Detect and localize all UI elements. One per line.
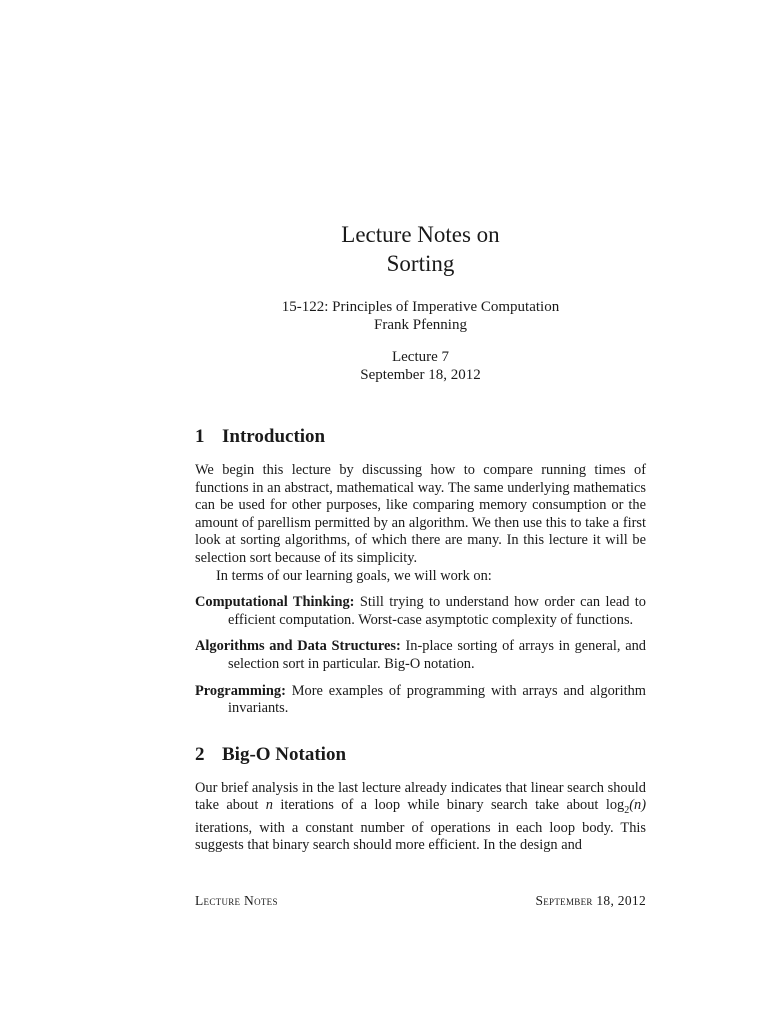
section-2-number: 2 — [195, 743, 205, 765]
section-1-number: 1 — [195, 426, 205, 447]
section-1-paragraph-2: In terms of our learning goals, we will work on: — [216, 567, 492, 584]
section-2-title: Big-O Notation — [222, 743, 347, 765]
goal-label: Computational Thinking: — [195, 594, 355, 611]
section-2-text-c: iterations, with a constant number of operations in each loop body. This suggests that binary search should more efficient. In the design and — [195, 819, 646, 854]
section-1-heading — [195, 426, 646, 448]
goal-text: Still trying to understand how order can lead to efficient computation. Worst-case asymptotic complexity of functions. — [228, 594, 647, 628]
goal-text: More examples of programming with arrays and algorithm invariants. — [228, 682, 646, 717]
goal-item — [195, 594, 646, 629]
goal-label: Algorithms and Data Structures: — [195, 638, 401, 655]
goal-item — [195, 638, 646, 673]
footer-left: Lecture Notes — [195, 893, 278, 908]
lecture-date: September 18, 2012 — [360, 367, 481, 383]
title-line-2: Sorting — [386, 251, 455, 276]
lecture-number: Lecture 7 — [391, 349, 450, 365]
footer-right: September 18, 2012 — [535, 893, 646, 908]
title-block — [195, 220, 646, 384]
math-log: log — [605, 797, 625, 814]
title-line-1: Lecture Notes on — [341, 222, 500, 247]
goal-item — [195, 683, 646, 718]
goal-text: In-place sorting of arrays in general, and selection sort in particular. Big-O notation. — [228, 638, 647, 672]
author-name: Frank Pfenning — [374, 317, 467, 333]
math-log-base: 2 — [624, 805, 630, 817]
section-2-text-a: Our brief analysis in the last lecture already indicates that linear search should take about — [195, 779, 646, 814]
section-2-heading — [195, 744, 646, 766]
body-content — [195, 426, 646, 855]
goal-label: Programming: — [195, 682, 286, 699]
page-footer — [195, 893, 646, 909]
section-2-paragraph — [195, 780, 646, 855]
math-n: n — [265, 797, 273, 814]
section-1-title: Introduction — [222, 426, 326, 447]
section-1-paragraph-1: We begin this lecture by discussing how to compare running times of functions in an abstract, mathematical way. The same underlying mathematics can be used for other purposes, like comparing memory consumption or the amount of parellism permitted by an algorithm. We then use this to take a first look at sorting algorithms, of which there are many. In this lecture it will be selection sort because of its simplicity. — [195, 462, 646, 566]
course-name: 15-122: Principles of Imperative Computation — [281, 299, 560, 315]
section-2-text-b: iterations of a loop while binary search take about — [272, 797, 606, 814]
math-log-arg: (n) — [629, 797, 646, 814]
